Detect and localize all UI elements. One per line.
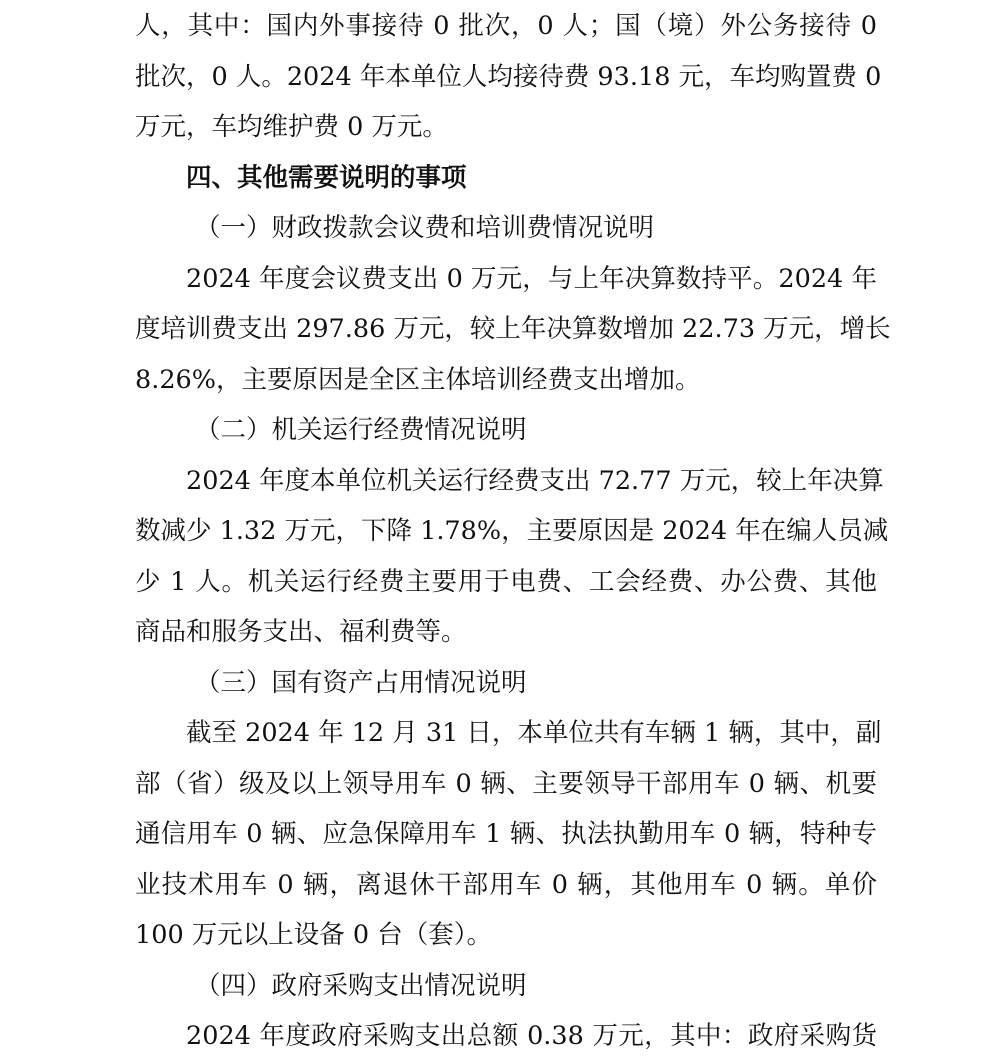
subsection-heading: （三）国有资产占用情况说明 [195, 667, 527, 698]
paragraph-line: 万元，车均维护费 0 万元。 [135, 112, 448, 142]
paragraph-line: 少 1 人。机关运行经费主要用于电费、工会经费、办公费、其他 [135, 566, 877, 597]
paragraph-line: 部（省）级及以上领导用车 0 辆、主要领导干部用车 0 辆、机要 [135, 768, 877, 799]
document-body [135, 0, 891, 1062]
paragraph-line: 度培训费支出 297.86 万元，较上年决算数增加 22.73 万元，增长 [135, 314, 891, 344]
paragraph-line: 批次，0 人。2024 年本单位人均接待费 93.18 元，车均购置费 0 [135, 61, 882, 92]
paragraph-line: 8.26%，主要原因是全区主体培训经费支出增加。 [135, 364, 701, 395]
subsection-heading: （一）财政拨款会议费和培训费情况说明 [195, 213, 655, 243]
paragraph-line: 通信用车 0 辆、应急保障用车 1 辆、执法执勤用车 0 辆，特种专 [135, 819, 877, 849]
paragraph-line: 人，其中：国内外事接待 0 批次，0 人；国（境）外公务接待 0 [135, 11, 877, 41]
paragraph-line: 2024 年度政府采购支出总额 0.38 万元，其中：政府采购货 [186, 1021, 877, 1051]
paragraph-line: 业技术用车 0 辆，离退休干部用车 0 辆，其他用车 0 辆。单价 [135, 869, 877, 900]
paragraph-line: 商品和服务支出、福利费等。 [135, 617, 467, 647]
paragraph-line: 数减少 1.32 万元，下降 1.78%，主要原因是 2024 年在编人员减 [135, 516, 889, 546]
subsection-heading: （四）政府采购支出情况说明 [195, 970, 527, 1001]
paragraph-line: 2024 年度会议费支出 0 万元，与上年决算数持平。2024 年 [186, 263, 877, 294]
paragraph-line: 100 万元以上设备 0 台（套）。 [135, 920, 492, 950]
paragraph-line: 截至 2024 年 12 月 31 日，本单位共有车辆 1 辆，其中，副 [186, 718, 882, 748]
paragraph-line: 2024 年度本单位机关运行经费支出 72.77 万元，较上年决算 [186, 465, 884, 496]
subsection-heading: （二）机关运行经费情况说明 [195, 415, 527, 445]
section-heading: 四、其他需要说明的事项 [186, 162, 467, 193]
